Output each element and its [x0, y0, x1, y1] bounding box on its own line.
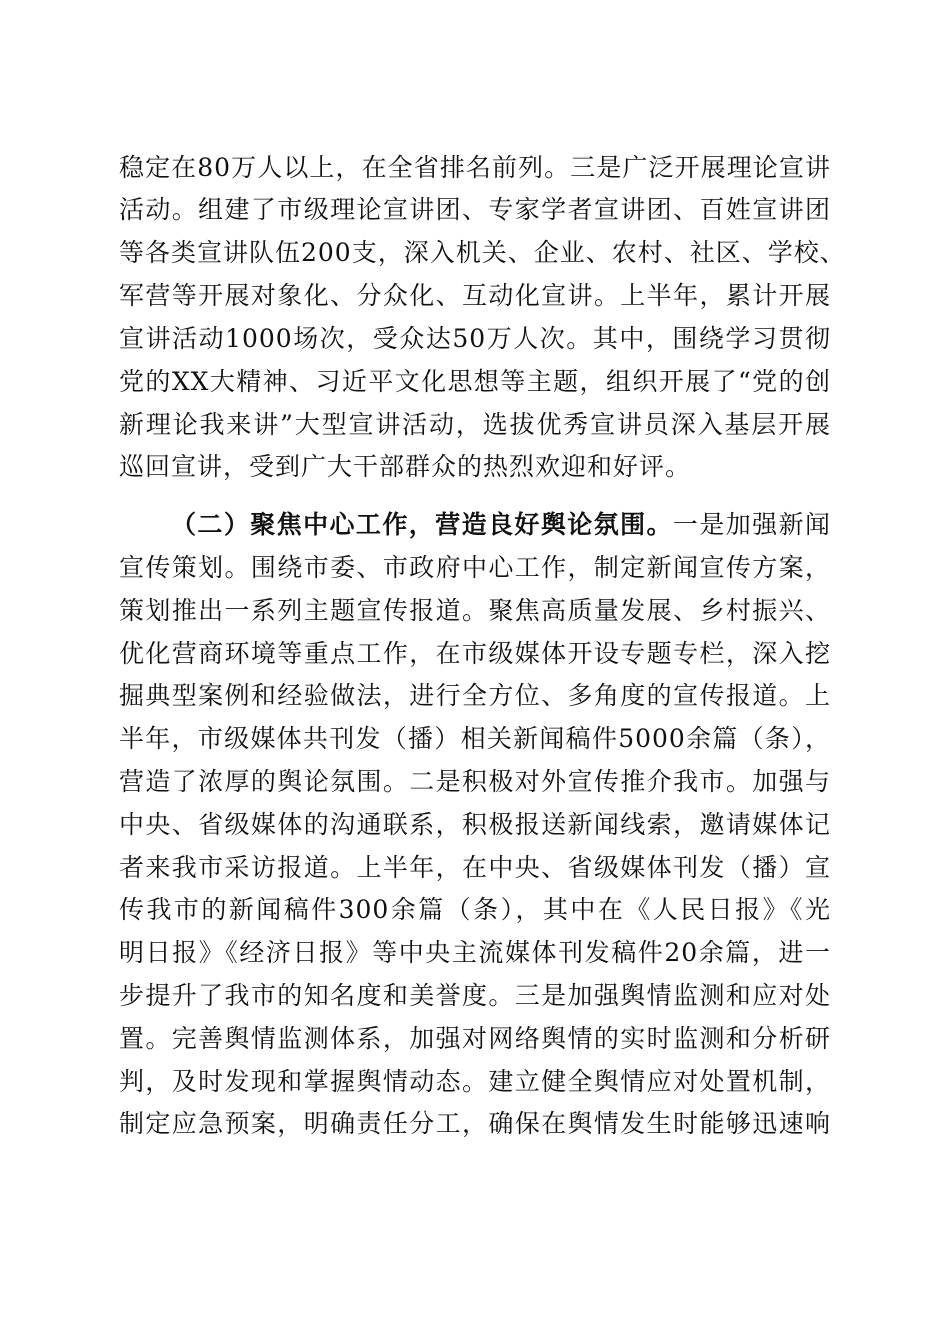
body-text-line: 中央、省级媒体的沟通联系，积极报送新闻线索，邀请媒体记 — [119, 810, 831, 839]
body-text-line: 步提升了我市的知名度和美誉度。三是加强舆情监测和应对处 — [119, 981, 831, 1010]
body-text-line: 军营等开展对象化、分众化、互动化宣讲。上半年，累计开展 — [119, 281, 831, 310]
section-2-first-line — [171, 505, 831, 545]
section-2-first-line-text: 一是加强新闻 — [672, 510, 831, 539]
body-text-line: 等各类宣讲队伍200支，深入机关、企业、农村、社区、学校、 — [119, 238, 846, 267]
body-text-line: 掘典型案例和经验做法，进行全方位、多角度的宣传报道。上 — [119, 681, 831, 710]
body-text-line: 优化营商环境等重点工作，在市级媒体开设专题专栏，深入挖 — [119, 639, 831, 668]
body-text-line: 稳定在80万人以上，在全省排名前列。三是广泛开展理论宣讲 — [119, 153, 831, 182]
body-text-line: 党的XX大精神、习近平文化思想等主题，组织开展了“党的创 — [119, 367, 831, 396]
body-text-line: 宣讲活动1000场次，受众达50万人次。其中，围绕学习贯彻 — [119, 324, 831, 353]
body-text-line: 判，及时发现和掌握舆情动态。建立健全舆情应对处置机制， — [119, 1067, 831, 1096]
body-text-line: 活动。组建了市级理论宣讲团、专家学者宣讲团、百姓宣讲团 — [119, 195, 831, 224]
body-text-line: 策划推出一系列主题宣传报道。聚焦高质量发展、乡村振兴、 — [119, 596, 831, 625]
body-text-line: 宣传策划。围绕市委、市政府中心工作，制定新闻宣传方案， — [119, 553, 831, 582]
body-text-line: 传我市的新闻稿件300余篇（条），其中在《人民日报》《光 — [119, 895, 831, 924]
section-2-heading: （二）聚焦中心工作，营造良好舆论氛围。 — [171, 510, 673, 539]
body-text-line: 巡回宣讲，受到广大干部群众的热烈欢迎和好评。 — [119, 452, 692, 481]
body-text-line: 置。完善舆情监测体系，加强对网络舆情的实时监测和分析研 — [119, 1024, 831, 1053]
body-text-line: 明日报》《经济日报》等中央主流媒体刊发稿件20余篇，进一 — [119, 938, 831, 967]
body-text-line: 新理论我来讲”大型宣讲活动，选拔优秀宣讲员深入基层开展 — [119, 410, 831, 439]
body-text-line: 半年，市级媒体共刊发（播）相关新闻稿件5000余篇（条）， — [119, 724, 831, 753]
body-text-line: 者来我市采访报道。上半年，在中央、省级媒体刊发（播）宣 — [119, 853, 831, 882]
body-text-line: 营造了浓厚的舆论氛围。二是积极对外宣传推介我市。加强与 — [119, 767, 831, 796]
body-text-line: 制定应急预案，明确责任分工，确保在舆情发生时能够迅速响 — [119, 1109, 831, 1138]
